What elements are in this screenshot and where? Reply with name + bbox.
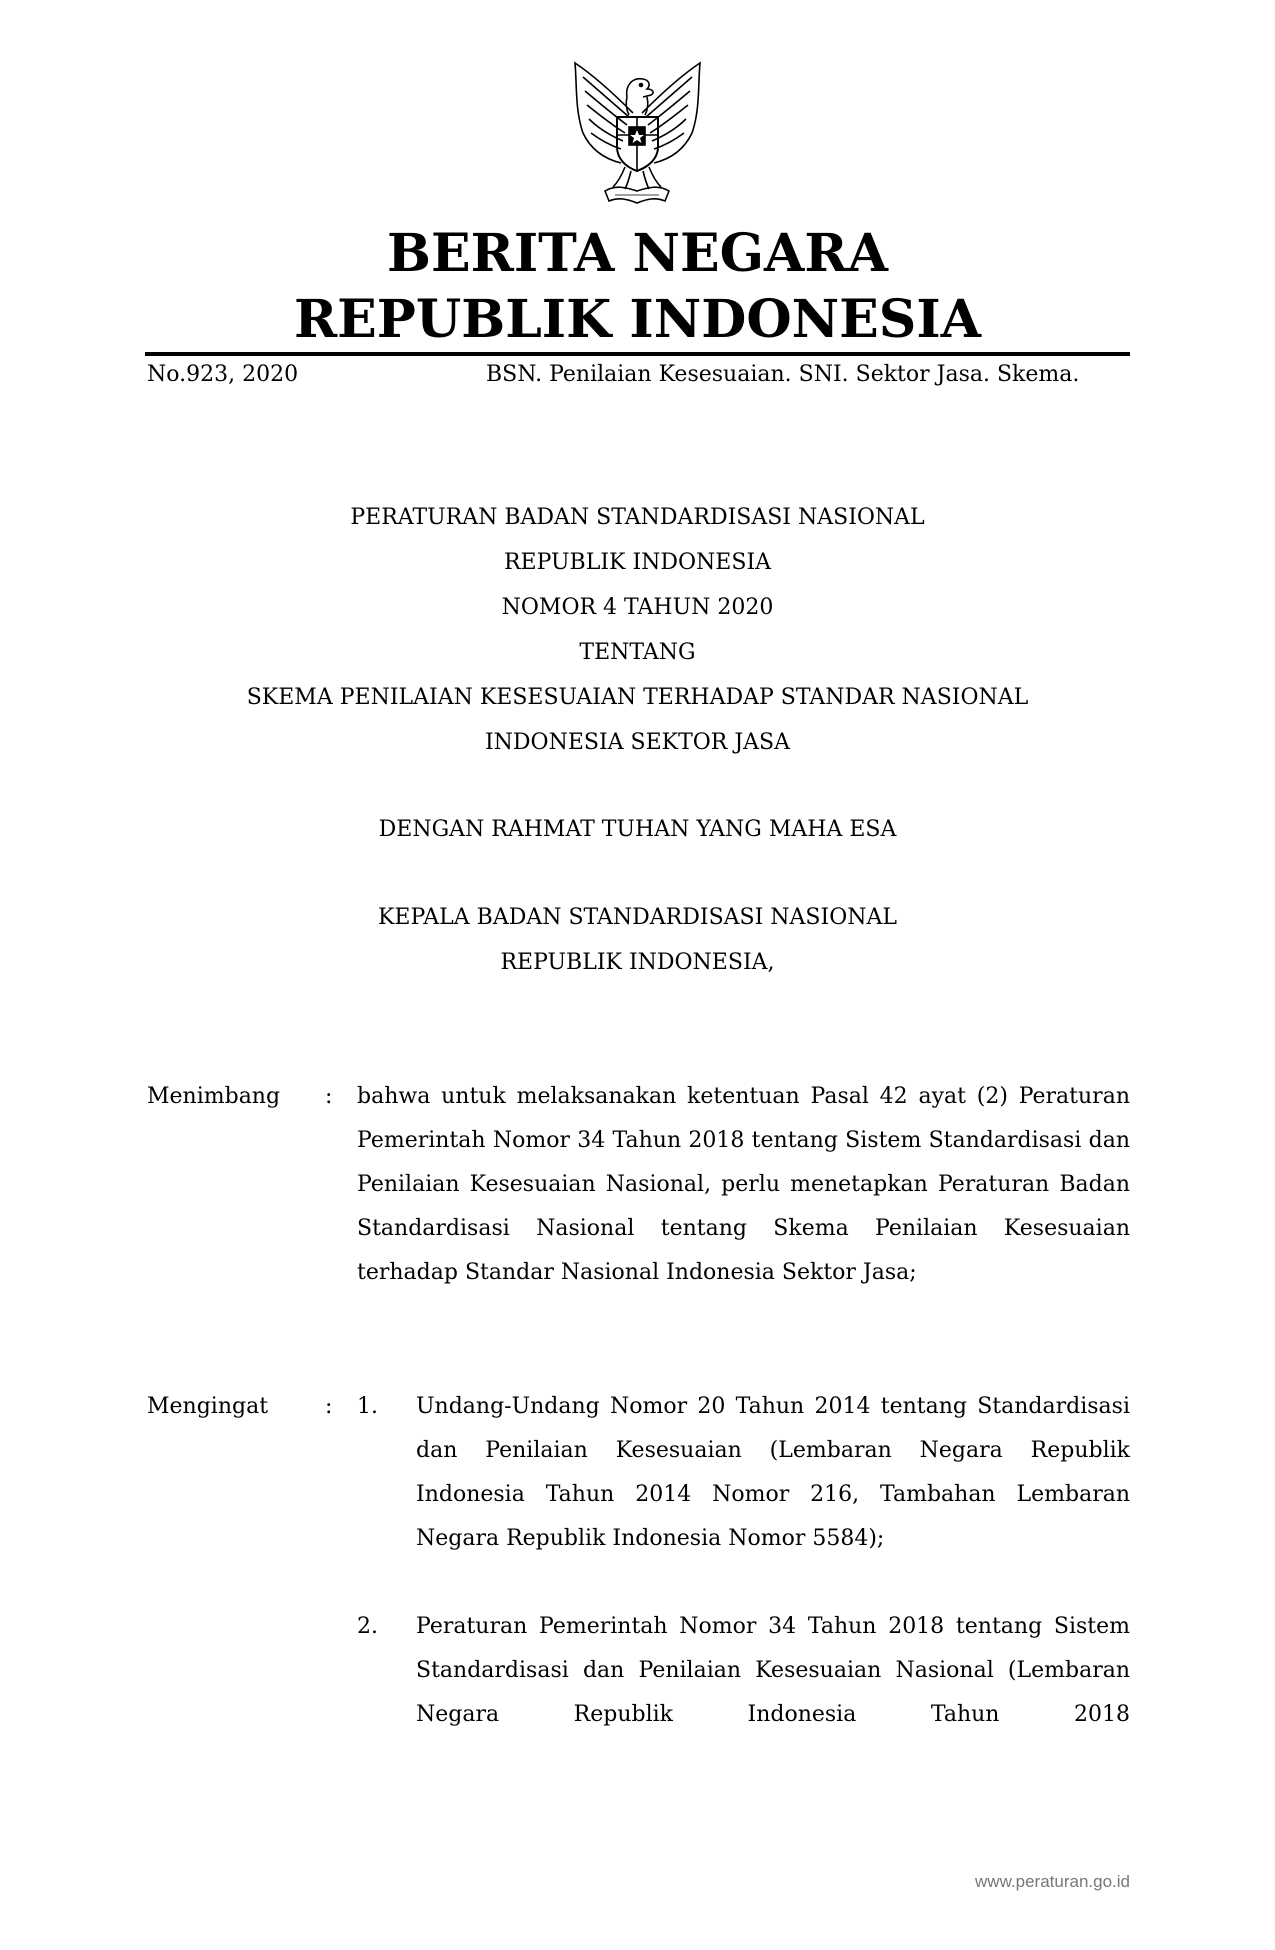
regulation-title-line: SKEMA PENILAIAN KESESUAIAN TERHADAP STANDAR NASIONAL	[246, 685, 1029, 710]
masthead-title-line-2: REPUBLIK INDONESIA	[293, 289, 982, 350]
menimbang-colon: :	[325, 1084, 333, 1109]
menimbang-text: bahwa untuk melaksanakan ketentuan Pasal 42 ayat (2) Peraturan Pemerintah Nomor 34 Tahun 2018 tentang Sistem Standardisasi dan Penilaian Kesesuaian Nasional, perlu menetapkan Peraturan Badan Standardisasi Nasional tentang Skema Penilaian Kesesuaian terhadap Standar Nasional Indonesia Sektor Jasa;	[357, 1084, 1130, 1285]
regulation-title-line: INDONESIA SEKTOR JASA	[484, 730, 791, 755]
invocation: DENGAN RAHMAT TUHAN YANG MAHA ESA	[378, 817, 897, 842]
mengingat-item-number: 1.	[357, 1394, 378, 1419]
mengingat-colon: :	[325, 1394, 333, 1419]
gazette-subject: BSN. Penilaian Kesesuaian. SNI. Sektor Jasa. Skema.	[486, 362, 1080, 387]
issuer-line: KEPALA BADAN STANDARDISASI NASIONAL	[378, 905, 897, 930]
issuer-line: REPUBLIK INDONESIA,	[500, 950, 775, 975]
regulation-title-line: REPUBLIK INDONESIA	[503, 550, 772, 575]
gazette-number: No.923, 2020	[147, 362, 299, 387]
regulation-title-line: TENTANG	[579, 640, 696, 665]
masthead-title-line-1: BERITA NEGARA	[387, 223, 888, 284]
mengingat-item-text: Undang-Undang Nomor 20 Tahun 2014 tentang Standardisasi dan Penilaian Kesesuaian (Lembaran Negara Republik Indonesia Tahun 2014 Nomor 216, Tambahan Lembaran Negara Republik Indonesia Nomor 5584);	[416, 1394, 1130, 1551]
regulation-title-line: PERATURAN BADAN STANDARDISASI NASIONAL	[350, 505, 925, 530]
footer-url: www.peraturan.go.id	[975, 1872, 1130, 1891]
garuda-emblem-icon	[555, 55, 720, 210]
masthead-divider	[145, 352, 1130, 356]
menimbang-label: Menimbang	[147, 1084, 281, 1109]
mengingat-item-text: Peraturan Pemerintah Nomor 34 Tahun 2018 tentang Sistem Standardisasi dan Penilaian Kesesuaian Nasional (Lembaran Negara Republik Indonesia Tahun 2018	[416, 1614, 1130, 1727]
regulation-title-line: NOMOR 4 TAHUN 2020	[501, 595, 774, 620]
mengingat-label: Mengingat	[147, 1394, 269, 1419]
mengingat-item-number: 2.	[357, 1614, 378, 1639]
